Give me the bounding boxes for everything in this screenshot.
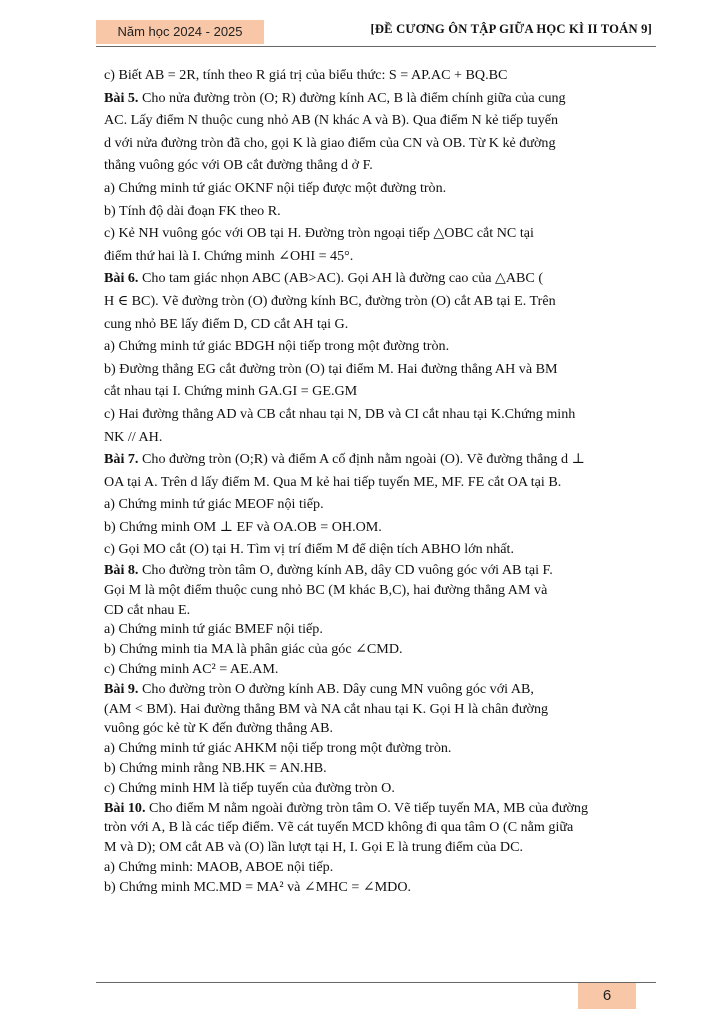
text-line <box>104 200 656 223</box>
text-line <box>104 700 656 720</box>
line-text: cắt nhau tại I. Chứng minh GA.GI = GE.GM <box>104 383 358 400</box>
line-text: a) Chứng minh tứ giác BMEF nội tiếp. <box>104 621 323 638</box>
text-line <box>104 660 656 680</box>
line-text: tròn với A, B là các tiếp điểm. Vẽ cát tuyến MCD không đi qua tâm O (C nằm giữa <box>104 819 574 836</box>
text-line <box>104 561 656 581</box>
page-number: 6 <box>578 983 636 1009</box>
exercise-label: Bài 9. <box>104 680 139 697</box>
text-line <box>104 739 656 759</box>
line-text: vuông góc kẻ từ K đến đường thẳng AB. <box>104 720 334 737</box>
text-line <box>104 680 656 700</box>
exercise-label: Bài 5. <box>104 89 139 106</box>
text-line <box>104 335 656 358</box>
line-text: CD cắt nhau E. <box>104 601 191 618</box>
line-text: b) Chứng minh OM ⊥ EF và OA.OB = OH.OM. <box>104 518 382 535</box>
line-text: M và D); OM cắt AB và (O) lần lượt tại H, I. Gọi E là trung điểm của DC. <box>104 839 524 856</box>
line-text: b) Chứng minh MC.MD = MA² và ∠MHC = ∠MDO. <box>104 878 412 895</box>
line-text: c) Gọi MO cắt (O) tại H. Tìm vị trí điểm M để diện tích ABHO lớn nhất. <box>104 541 514 558</box>
footer-divider <box>96 982 656 983</box>
line-text: Cho đường tròn O đường kính AB. Dây cung MN vuông góc với AB, <box>138 680 534 697</box>
text-line <box>104 719 656 739</box>
text-line <box>104 358 656 381</box>
line-text: a) Chứng minh tứ giác OKNF nội tiếp được một đường tròn. <box>104 179 447 196</box>
line-text: c) Chứng minh HM là tiếp tuyến của đường tròn O. <box>104 779 395 796</box>
text-line <box>104 132 656 155</box>
line-text: b) Tính độ dài đoạn FK theo R. <box>104 202 281 219</box>
school-year-badge: Năm học 2024 - 2025 <box>96 20 264 44</box>
text-line <box>104 448 656 471</box>
line-text: điểm thứ hai là I. Chứng minh ∠OHI = 45°. <box>104 247 354 264</box>
text-line <box>104 87 656 110</box>
line-text: Cho tam giác nhọn ABC (AB>AC). Gọi AH là đường cao của △ABC ( <box>138 270 544 287</box>
text-line <box>104 313 656 336</box>
text-line <box>104 290 656 313</box>
line-text: b) Đường thẳng EG cắt đường tròn (O) tại điểm M. Hai đường thẳng AH và BM <box>104 360 558 377</box>
line-text: (AM < BM). Hai đường thẳng BM và NA cắt nhau tại K. Gọi H là chân đường <box>104 700 549 717</box>
line-text: c) Kẻ NH vuông góc với OB tại H. Đường tròn ngoại tiếp △OBC cắt NC tại <box>104 225 534 242</box>
text-line <box>104 493 656 516</box>
line-text: cung nhỏ BE lấy điểm D, CD cắt AH tại G. <box>104 315 349 332</box>
line-text: c) Chứng minh AC² = AE.AM. <box>104 661 279 678</box>
exercise-label: Bài 6. <box>104 270 139 287</box>
line-text: a) Chứng minh tứ giác BDGH nội tiếp trong một đường tròn. <box>104 338 450 355</box>
line-text: d với nửa đường tròn đã cho, gọi K là giao điểm của CN và OB. Từ K kẻ đường <box>104 134 556 151</box>
line-text: b) Chứng minh tia MA là phân giác của góc ∠CMD. <box>104 641 403 658</box>
exercise-label: Bài 8. <box>104 562 139 579</box>
line-text: Cho nửa đường tròn (O; R) đường kính AC, B là điểm chính giữa của cung <box>138 89 566 106</box>
text-line <box>104 799 656 819</box>
text-line <box>104 640 656 660</box>
document-body <box>104 64 656 898</box>
header-divider <box>96 46 656 47</box>
text-line <box>104 601 656 621</box>
text-line <box>104 154 656 177</box>
line-text: Cho đường tròn tâm O, đường kính AB, dây CD vuông góc với AB tại F. <box>138 562 553 579</box>
line-text: Cho đường tròn (O;R) và điểm A cố định nằm ngoài (O). Vẽ đường thẳng d ⊥ <box>138 451 585 468</box>
line-text: c) Hai đường thẳng AD và CB cắt nhau tại N, DB và CI cắt nhau tại K.Chứng minh <box>104 405 576 422</box>
line-text: AC. Lấy điểm N thuộc cung nhỏ AB (N khác A và B). Qua điểm N kẻ tiếp tuyến <box>104 112 559 129</box>
line-text: Gọi M là một điểm thuộc cung nhỏ BC (M khác B,C), hai đường thẳng AM và <box>104 581 548 598</box>
line-text: c) Biết AB = 2R, tính theo R giá trị của biểu thức: S = AP.AC + BQ.BC <box>104 67 508 83</box>
text-line <box>104 222 656 245</box>
text-line <box>104 759 656 779</box>
line-text: NK // AH. <box>104 428 163 445</box>
text-line <box>104 267 656 290</box>
line-text: H ∈ BC). Vẽ đường tròn (O) đường kính BC, đường tròn (O) cắt AB tại E. Trên <box>104 292 556 309</box>
text-line <box>104 426 656 449</box>
line-text: thẳng vuông góc với OB cắt đường thẳng d ở F. <box>104 157 373 174</box>
text-line <box>104 838 656 858</box>
line-text: OA tại A. Trên d lấy điểm M. Qua M kẻ hai tiếp tuyến ME, MF. FE cắt OA tại B. <box>104 473 562 490</box>
line-text: b) Chứng minh rằng NB.HK = AN.HB. <box>104 760 327 777</box>
text-line <box>104 581 656 601</box>
text-line <box>104 109 656 132</box>
document-title: [ĐỀ CƯƠNG ÔN TẬP GIỮA HỌC KÌ II TOÁN 9] <box>370 22 652 36</box>
text-line <box>104 177 656 200</box>
text-line <box>104 380 656 403</box>
text-line <box>104 878 656 898</box>
text-line <box>104 538 656 561</box>
text-line <box>104 471 656 494</box>
text-line <box>104 245 656 268</box>
line-text: Cho điểm M nằm ngoài đường tròn tâm O. Vẽ tiếp tuyến MA, MB của đường <box>145 799 589 816</box>
exercise-label: Bài 7. <box>104 451 139 468</box>
text-line <box>104 858 656 878</box>
text-line <box>104 818 656 838</box>
text-line <box>104 779 656 799</box>
line-text: a) Chứng minh: MAOB, ABOE nội tiếp. <box>104 859 334 876</box>
line-text: a) Chứng minh tứ giác AHKM nội tiếp trong một đường tròn. <box>104 740 452 757</box>
text-line <box>104 516 656 539</box>
line-text: a) Chứng minh tứ giác MEOF nội tiếp. <box>104 496 324 513</box>
exercise-label: Bài 10. <box>104 799 146 816</box>
text-line <box>104 64 656 87</box>
text-line <box>104 403 656 426</box>
text-line <box>104 620 656 640</box>
